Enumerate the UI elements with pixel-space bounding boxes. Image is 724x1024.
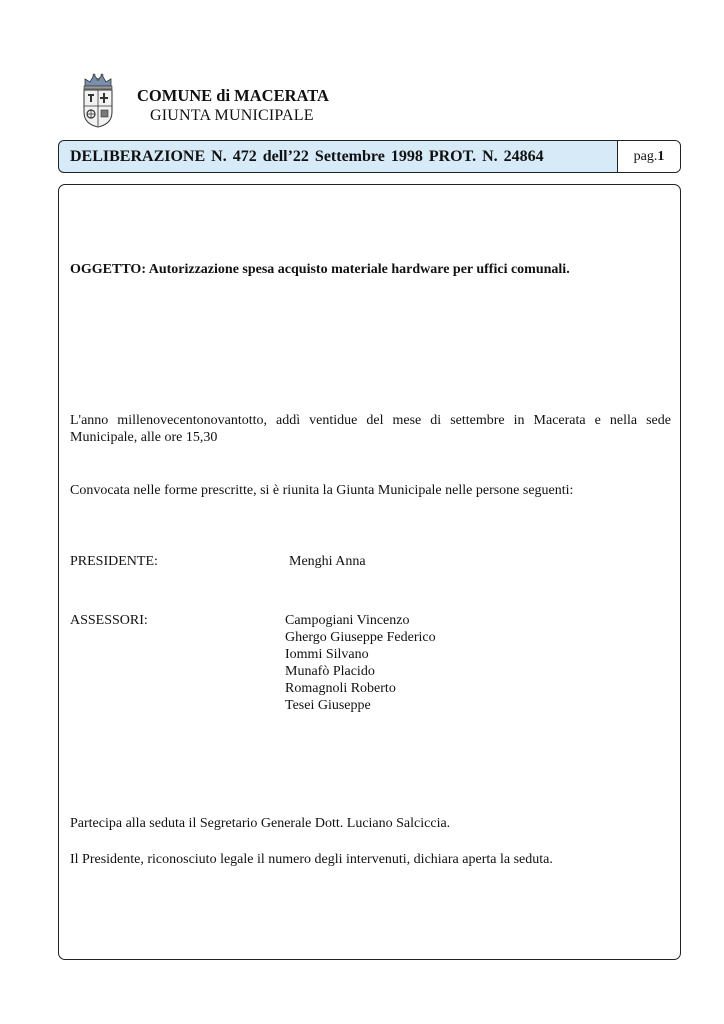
segretario-line: Partecipa alla seduta il Segretario Generale Dott. Luciano Salciccia. bbox=[70, 816, 451, 831]
deliberazione-header bbox=[58, 140, 681, 173]
content-frame bbox=[58, 184, 681, 960]
page-number-cell bbox=[617, 141, 680, 172]
presidente-dichiara-line: Il Presidente, riconosciuto legale il numero degli intervenuti, dichiara aperta la seduta. bbox=[70, 852, 553, 867]
assessore-name: Munafò Placido bbox=[285, 664, 375, 679]
page-number: 1 bbox=[657, 148, 665, 164]
assessore-name: Romagnoli Roberto bbox=[285, 681, 396, 696]
deliberazione-text: DELIBERAZIONE N. 472 dell’22 Settembre 1998 PROT. N. 24864 bbox=[70, 148, 544, 165]
coat-of-arms-icon bbox=[80, 72, 116, 128]
page-label: pag. bbox=[633, 148, 658, 164]
oggetto-line: OGGETTO: Autorizzazione spesa acquisto materiale hardware per uffici comunali. bbox=[70, 262, 570, 277]
assessore-name: Ghergo Giuseppe Federico bbox=[285, 630, 436, 645]
assessore-name: Iommi Silvano bbox=[285, 647, 369, 662]
anno-paragraph: L'anno millenovecentonovantotto, addì ventidue del mese di settembre in Macerata e nella sede Municipale, alle ore 15,30 bbox=[70, 413, 671, 445]
assessori-list bbox=[285, 612, 436, 714]
assessore-name: Tesei Giuseppe bbox=[285, 698, 371, 713]
giunta-subtitle: GIUNTA MUNICIPALE bbox=[150, 107, 314, 124]
presidente-name: Menghi Anna bbox=[289, 554, 366, 569]
comune-title: COMUNE di MACERATA bbox=[137, 86, 329, 105]
assessori-label: ASSESSORI: bbox=[70, 613, 148, 628]
presidente-label: PRESIDENTE: bbox=[70, 554, 158, 569]
convocata-line: Convocata nelle forme prescritte, si è riunita la Giunta Municipale nelle persone seguenti: bbox=[70, 483, 574, 498]
assessore-name: Campogiani Vincenzo bbox=[285, 613, 410, 628]
